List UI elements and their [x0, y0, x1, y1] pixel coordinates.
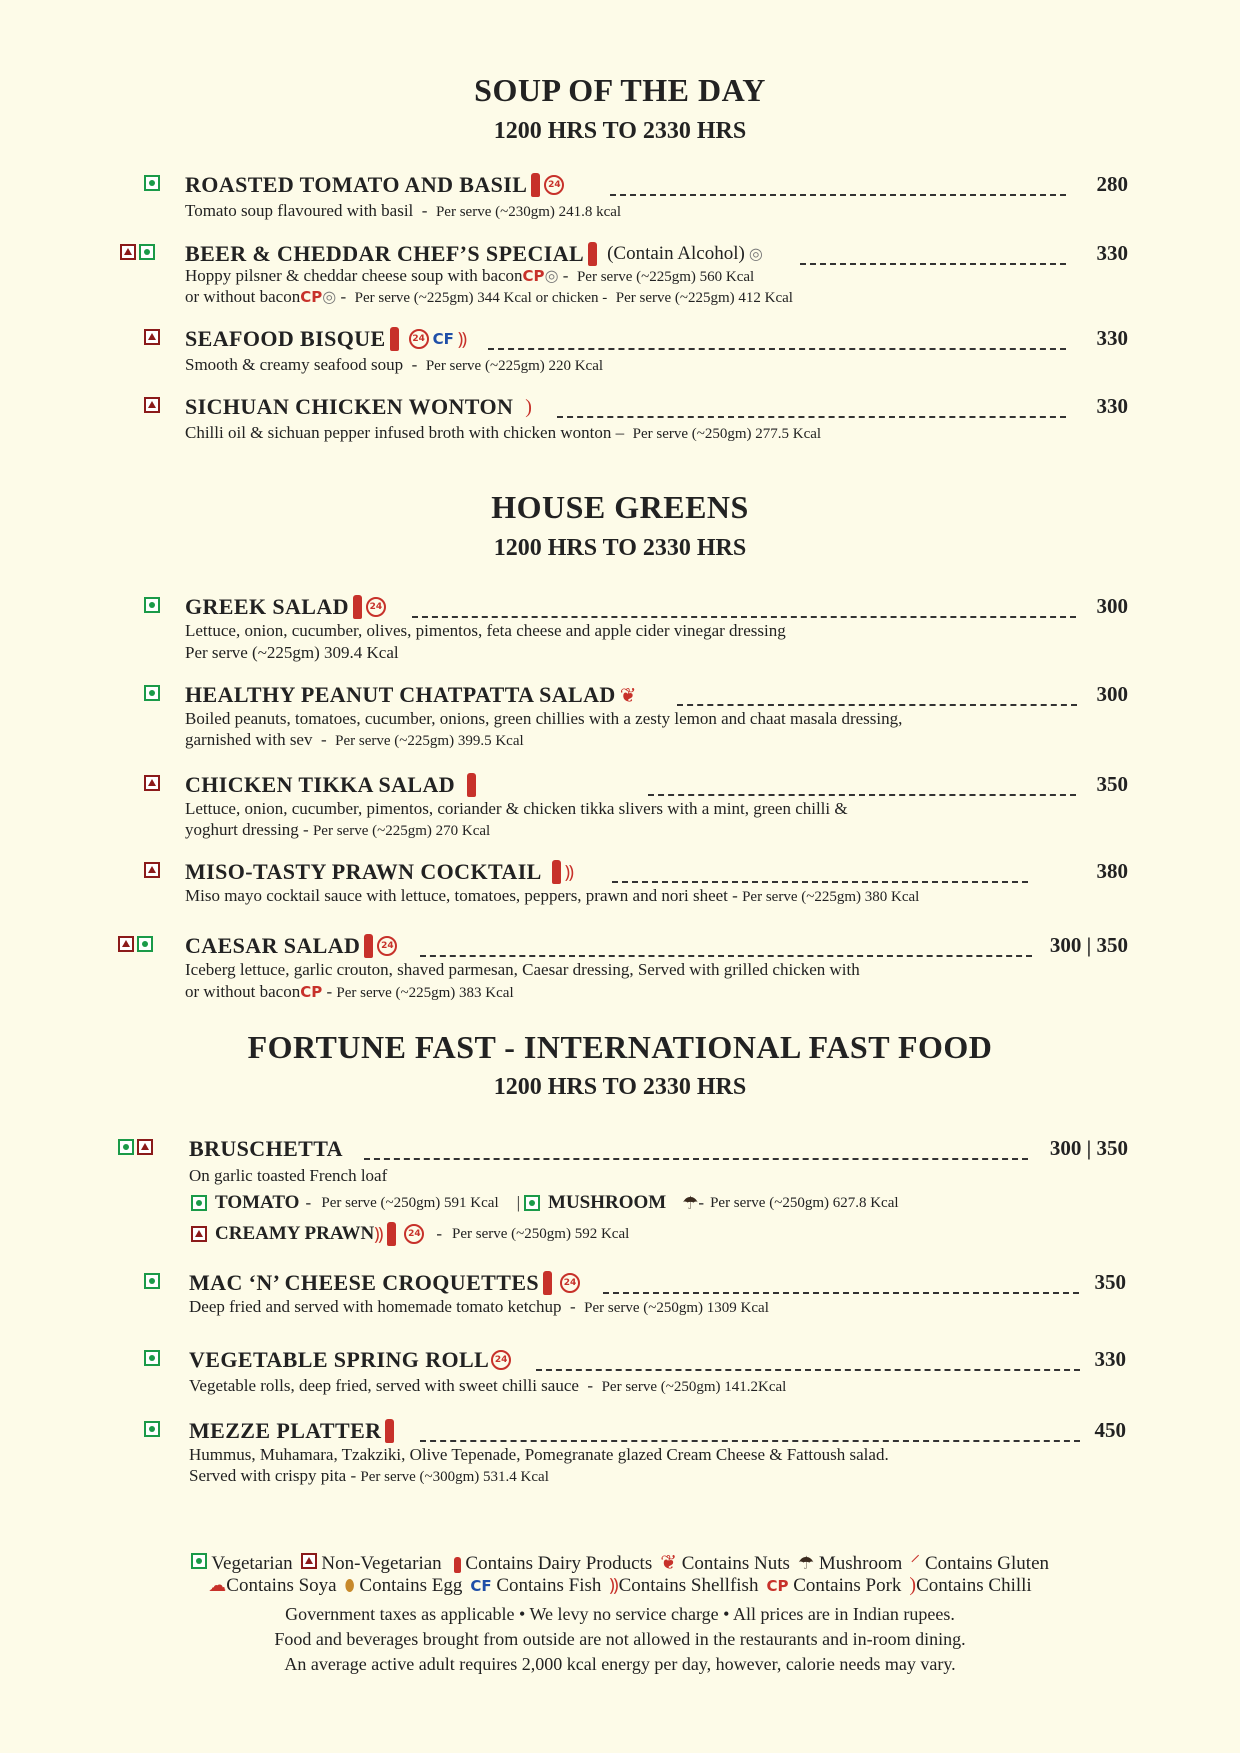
item-price: 450	[1094, 1418, 1126, 1442]
item-description-2: Served with crispy pita - Per serve (~300gm) 531.4 Kcal	[189, 1466, 549, 1485]
clock-24-icon: 24	[544, 175, 564, 195]
dairy-icon	[454, 1557, 461, 1573]
mushroom-icon: ☂	[797, 1553, 815, 1573]
legend-row-2: ☁Contains Soya ⬮ Contains Egg CF Contains Fish ⸩Contains Shellfish CP Contains Pork )Contains Chilli	[208, 1574, 1032, 1596]
veg-icon	[139, 244, 155, 260]
leader-dots	[364, 1158, 1028, 1160]
item-name: BEER & CHEDDAR CHEF’S SPECIAL	[185, 241, 585, 266]
leader-dots	[612, 881, 1028, 883]
item-name: CHICKEN TIKKA SALAD	[185, 772, 456, 797]
section-title-greens: HOUSE GREENS	[491, 489, 749, 525]
leader-dots	[420, 1440, 1080, 1442]
veg-icon	[144, 175, 160, 191]
legend-row-1: Vegetarian Non-Vegetarian Contains Dairy Products ❦ Contains Nuts ☂ Mushroom ⸍ Contains Gluten	[0, 1548, 1240, 1575]
variant-tomato: TOMATO - Per serve (~250gm) 591 Kcal | MUSHROOM ☂ - Per serve (~250gm) 627.8 Kcal	[191, 1192, 899, 1214]
veg-icon	[524, 1195, 540, 1211]
section-title-soup: SOUP OF THE DAY	[474, 72, 766, 108]
item-name: SICHUAN CHICKEN WONTON	[185, 394, 514, 419]
chilli-icon: )	[909, 1574, 917, 1596]
alcohol-note: (Contain Alcohol)	[607, 243, 745, 264]
chilli-icon: )	[525, 395, 532, 418]
nonveg-icon	[120, 244, 136, 260]
item-description-2: garnished with sev - Per serve (~225gm) 399.5 Kcal	[185, 730, 524, 749]
leader-dots	[648, 794, 1076, 796]
item-description: Chilli oil & sichuan pepper infused broth with chicken wonton – Per serve (~250gm) 277.5 Kcal	[185, 423, 822, 442]
item-name: GREEK SALAD	[185, 594, 349, 619]
alcohol-icon: ◎	[748, 246, 763, 263]
dairy-icon	[552, 860, 561, 884]
item-name: MAC ‘N’ CHEESE CROQUETTES	[189, 1270, 540, 1295]
item-name: HEALTHY PEANUT CHATPATTA SALAD	[185, 682, 616, 707]
pork-icon: CP	[522, 267, 545, 285]
pork-icon: CP	[300, 983, 323, 1001]
footer-line-1: Government taxes as applicable • We levy no service charge • All prices are in Indian rupees.	[285, 1604, 955, 1624]
leader-dots	[610, 194, 1066, 196]
clock-24-icon: 24	[491, 1350, 511, 1370]
leader-dots	[420, 955, 1032, 957]
dairy-icon	[467, 773, 476, 797]
dairy-icon	[588, 242, 597, 266]
leader-dots	[557, 416, 1066, 418]
item-price: 350	[1096, 772, 1128, 796]
dairy-icon	[353, 595, 362, 619]
leader-dots	[536, 1369, 1080, 1371]
item-price: 330	[1096, 326, 1128, 350]
footer-notes	[0, 1602, 1240, 1677]
shellfish-icon: ⸩	[609, 1575, 619, 1596]
item-name: MEZZE PLATTER	[189, 1418, 382, 1443]
leader-dots	[412, 616, 1076, 618]
alcohol-icon: ◎	[544, 268, 559, 285]
item-description: Boiled peanuts, tomatoes, cucumber, onions, green chillies with a zesty lemon and chaat masala dressing,	[185, 709, 903, 728]
clock-24-icon: 24	[404, 1224, 424, 1244]
veg-icon	[144, 1421, 160, 1437]
item-description: Miso mayo cocktail sauce with lettuce, tomatoes, peppers, prawn and nori sheet - Per serve (~225gm) 380 Kcal	[185, 886, 920, 905]
item-description-2: yoghurt dressing - Per serve (~225gm) 270 Kcal	[185, 820, 491, 839]
nonveg-icon	[144, 329, 160, 345]
footer-line-2: Food and beverages brought from outside are not allowed in the restaurants and in-room dining.	[274, 1629, 966, 1649]
nonveg-icon	[301, 1553, 317, 1569]
item-name: BRUSCHETTA	[189, 1136, 343, 1161]
clock-24-icon: 24	[377, 936, 397, 956]
leader-dots	[603, 1292, 1079, 1294]
pork-icon: CP	[300, 288, 323, 306]
leader-dots	[677, 704, 1077, 706]
item-price: 350	[1094, 1270, 1126, 1294]
veg-icon	[137, 936, 153, 952]
clock-24-icon: 24	[366, 597, 386, 617]
item-description: Vegetable rolls, deep fried, served with sweet chilli sauce - Per serve (~250gm) 141.2Kcal	[189, 1376, 787, 1395]
item-description: Lettuce, onion, cucumber, pimentos, coriander & chicken tikka slivers with a mint, green chilli &	[185, 799, 848, 818]
veg-icon	[191, 1195, 207, 1211]
item-price: 300	[1096, 594, 1128, 618]
leader-dots	[800, 263, 1066, 265]
item-description-2: or without baconCP - Per serve (~225gm) 383 Kcal	[185, 982, 514, 1001]
item-description: Lettuce, onion, cucumber, olives, pimentos, feta cheese and apple cider vinegar dressing	[185, 621, 786, 640]
nonveg-icon	[144, 397, 160, 413]
mushroom-icon: ☂	[682, 1192, 699, 1213]
item-price: 300	[1096, 682, 1128, 706]
section-hours-fast: 1200 HRS TO 2330 HRS	[493, 1074, 747, 1100]
dairy-icon	[364, 934, 373, 958]
item-price: 330	[1094, 1347, 1126, 1371]
veg-icon	[144, 685, 160, 701]
footer-line-3: An average active adult requires 2,000 kcal energy per day, however, calorie needs may vary.	[284, 1654, 956, 1674]
variant-prawn: CREAMY PRAWN ⸩ 24 - Per serve (~250gm) 592 Kcal	[191, 1222, 629, 1246]
item-name: SEAFOOD BISQUE	[185, 326, 386, 351]
item-price: 330	[1096, 394, 1128, 418]
clock-24-icon: 24	[560, 1273, 580, 1293]
item-name: VEGETABLE SPRING ROLL	[189, 1347, 490, 1372]
item-price: 300 | 350	[1049, 1136, 1128, 1160]
shellfish-icon: ⸩	[457, 329, 468, 350]
nuts-icon: ❦	[660, 1552, 677, 1574]
item-description: Smooth & creamy seafood soup - Per serve (~225gm) 220 Kcal	[185, 355, 604, 374]
nonveg-icon	[191, 1226, 207, 1242]
item-price: 300 | 350	[1049, 933, 1128, 957]
nonveg-icon	[144, 862, 160, 878]
item-serve: Per serve (~225gm) 309.4 Kcal	[185, 643, 399, 662]
item-description: Tomato soup flavoured with basil - Per serve (~230gm) 241.8 kcal	[185, 201, 622, 220]
soya-icon: ☁	[208, 1575, 227, 1595]
nonveg-icon	[137, 1139, 153, 1155]
dairy-icon	[385, 1419, 394, 1443]
item-name: CAESAR SALAD	[185, 933, 361, 958]
shellfish-icon: ⸩	[564, 862, 574, 883]
egg-icon: ⬮	[344, 1578, 355, 1595]
item-description-2: or without baconCP◎ - Per serve (~225gm) 344 Kcal or chicken - Per serve (~225gm) 412 Kcal	[185, 287, 793, 306]
veg-icon	[144, 597, 160, 613]
dairy-icon	[390, 327, 399, 351]
shellfish-icon: ⸩	[374, 1224, 384, 1245]
item-price: 280	[1096, 172, 1128, 196]
alcohol-icon: ◎	[322, 289, 337, 306]
item-price: 380	[1096, 859, 1128, 883]
section-hours-soup: 1200 HRS TO 2330 HRS	[493, 118, 747, 144]
section-hours-greens: 1200 HRS TO 2330 HRS	[493, 535, 747, 561]
veg-icon	[118, 1139, 134, 1155]
veg-icon	[191, 1553, 207, 1569]
clock-24-icon: 24	[409, 329, 429, 349]
dairy-icon	[531, 173, 540, 197]
nuts-icon: ❦	[619, 684, 637, 707]
item-description: On garlic toasted French loaf	[189, 1166, 388, 1185]
leader-dots	[488, 348, 1066, 350]
nonveg-icon	[144, 775, 160, 791]
veg-icon	[144, 1350, 160, 1366]
dairy-icon	[543, 1271, 552, 1295]
item-description: Hoppy pilsner & cheddar cheese soup with baconCP◎ - Per serve (~225gm) 560 Kcal	[185, 266, 755, 285]
item-description: Hummus, Muhamara, Tzakziki, Olive Tepenade, Pomegranate glazed Cream Cheese & Fattoush salad.	[189, 1445, 889, 1464]
section-title-fast: FORTUNE FAST - INTERNATIONAL FAST FOOD	[247, 1029, 993, 1065]
gluten-icon: ⸍	[910, 1552, 921, 1574]
pork-icon: CP	[766, 1577, 789, 1595]
fish-icon: CF	[470, 1577, 492, 1595]
fish-icon: CF	[432, 330, 454, 348]
veg-icon	[144, 1273, 160, 1289]
item-price: 330	[1096, 241, 1128, 265]
nonveg-icon	[118, 936, 134, 952]
item-description: Iceberg lettuce, garlic crouton, shaved parmesan, Caesar dressing, Served with grilled chicken with	[185, 960, 860, 979]
item-name: ROASTED TOMATO AND BASIL	[185, 172, 528, 197]
dairy-icon	[387, 1222, 396, 1246]
item-name: MISO-TASTY PRAWN COCKTAIL	[185, 859, 542, 884]
item-description: Deep fried and served with homemade tomato ketchup - Per serve (~250gm) 1309 Kcal	[189, 1297, 769, 1316]
